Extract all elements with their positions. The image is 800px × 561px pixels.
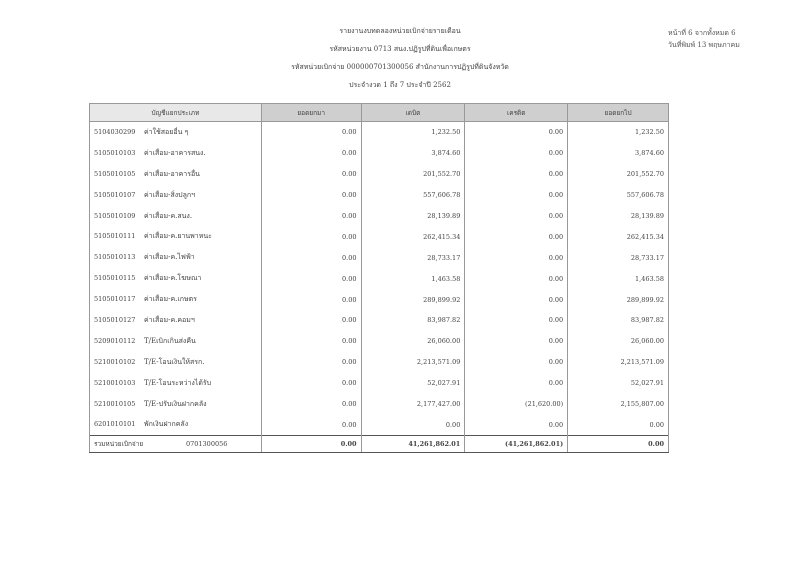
account-cell — [90, 268, 262, 289]
credit-amount: 0.00 — [465, 206, 568, 227]
ending-balance: 1,232.50 — [568, 122, 669, 143]
table-row — [90, 206, 669, 227]
beginning-balance: 0.00 — [261, 122, 361, 143]
account-name: T/E-ปรับเงินฝากคลัง — [144, 399, 207, 408]
beginning-balance: 0.00 — [261, 310, 361, 331]
debit-amount: 26,060.00 — [361, 331, 465, 352]
ending-balance: 2,213,571.09 — [568, 352, 669, 373]
total-beginning: 0.00 — [261, 436, 361, 453]
debit-amount: 557,606.78 — [361, 185, 465, 206]
table-row — [90, 310, 669, 331]
credit-amount: 0.00 — [465, 268, 568, 289]
account-name: ค่าเสื่อม-ค.ไฟฟ้า — [144, 253, 195, 262]
trial-balance-table — [89, 103, 669, 453]
account-cell — [90, 310, 262, 331]
account-cell — [90, 185, 262, 206]
account-name: ค่าเสื่อม-ค.คอมฯ — [144, 315, 195, 324]
table-row — [90, 373, 669, 394]
account-code: 5105010109 — [94, 211, 136, 220]
account-cell — [90, 394, 262, 415]
account-code: 5209010112 — [94, 336, 136, 345]
account-name: T/E-โอนระหว่างได้รับ — [144, 378, 212, 387]
credit-amount: 0.00 — [465, 310, 568, 331]
account-name: ค่าเสื่อม-ค.ยานพาหนะ — [144, 232, 212, 241]
account-code: 5104030299 — [94, 127, 136, 136]
table-row — [90, 331, 669, 352]
table-row — [90, 289, 669, 310]
beginning-balance: 0.00 — [261, 331, 361, 352]
account-code: 5210010105 — [94, 399, 136, 408]
beginning-balance: 0.00 — [261, 143, 361, 164]
ending-balance: 52,027.91 — [568, 373, 669, 394]
account-name: ค่าเสื่อม-ค.เกษตร — [144, 295, 197, 304]
beginning-balance: 0.00 — [261, 164, 361, 185]
table-row — [90, 122, 669, 143]
beginning-balance: 0.00 — [261, 394, 361, 415]
account-code: 6201010101 — [94, 420, 136, 429]
beginning-balance: 0.00 — [261, 268, 361, 289]
credit-amount: 0.00 — [465, 122, 568, 143]
debit-amount: 1,232.50 — [361, 122, 465, 143]
period: ประจำงวด 1 ถึง 7 ประจำปี 2562 — [349, 81, 451, 89]
account-cell — [90, 206, 262, 227]
table-row — [90, 185, 669, 206]
header-credit: เครดิต — [465, 104, 568, 122]
account-code: 5105010105 — [94, 169, 136, 178]
table-row — [90, 164, 669, 185]
total-debit: 41,261,862.01 — [361, 436, 465, 453]
beginning-balance: 0.00 — [261, 352, 361, 373]
table-row — [90, 247, 669, 268]
credit-amount: 0.00 — [465, 414, 568, 435]
credit-amount: 0.00 — [465, 331, 568, 352]
account-cell — [90, 164, 262, 185]
account-cell — [90, 122, 262, 143]
account-name: ค่าเสื่อม-ค.โฆษณา — [144, 274, 202, 283]
table-row — [90, 268, 669, 289]
ending-balance: 289,899.92 — [568, 289, 669, 310]
total-label: รวมหน่วยเบิกจ่าย — [94, 440, 144, 449]
header-debit: เดบิต — [361, 104, 465, 122]
beginning-balance: 0.00 — [261, 373, 361, 394]
total-ending: 0.00 — [568, 436, 669, 453]
debit-amount: 2,177,427.00 — [361, 394, 465, 415]
ending-balance: 0.00 — [568, 414, 669, 435]
page-number: หน้าที่ 6 จากทั้งหมด 6 — [668, 29, 736, 37]
credit-amount: 0.00 — [465, 247, 568, 268]
credit-amount: 0.00 — [465, 185, 568, 206]
account-cell — [90, 414, 262, 435]
beginning-balance: 0.00 — [261, 289, 361, 310]
ending-balance: 83,987.82 — [568, 310, 669, 331]
ending-balance: 26,060.00 — [568, 331, 669, 352]
total-row — [90, 436, 669, 453]
beginning-balance: 0.00 — [261, 414, 361, 435]
credit-amount: 0.00 — [465, 164, 568, 185]
account-cell — [90, 143, 262, 164]
account-code: 5105010127 — [94, 315, 136, 324]
account-cell — [90, 289, 262, 310]
account-code: 5210010102 — [94, 357, 136, 366]
credit-amount: 0.00 — [465, 226, 568, 247]
account-code: 5210010103 — [94, 378, 136, 387]
credit-amount: 0.00 — [465, 143, 568, 164]
account-cell — [90, 373, 262, 394]
account-code: 5105010111 — [94, 232, 136, 241]
account-name: ค่าใช้สอยอื่น ๆ — [144, 127, 189, 136]
account-cell — [90, 226, 262, 247]
account-code: 5105010103 — [94, 148, 136, 157]
credit-amount: (21,620.00) — [465, 394, 568, 415]
debit-amount: 2,213,571.09 — [361, 352, 465, 373]
table-row — [90, 414, 669, 435]
account-name: พักเงินฝากคลัง — [144, 420, 189, 429]
account-name: ค่าเสื่อม-ค.สนง. — [144, 211, 193, 220]
table-row — [90, 226, 669, 247]
report-title: รายงานงบทดลองหน่วยเบิกจ่ายรายเดือน — [339, 27, 461, 35]
account-cell — [90, 352, 262, 373]
debit-amount: 201,552.70 — [361, 164, 465, 185]
beginning-balance: 0.00 — [261, 206, 361, 227]
ending-balance: 1,463.58 — [568, 268, 669, 289]
total-unit-code: 0701300056 — [186, 440, 228, 449]
table-row — [90, 394, 669, 415]
header-beginning: ยอดยกมา — [261, 104, 361, 122]
debit-amount: 52,027.91 — [361, 373, 465, 394]
credit-amount: 0.00 — [465, 352, 568, 373]
debit-amount: 289,899.92 — [361, 289, 465, 310]
debit-amount: 262,415.34 — [361, 226, 465, 247]
account-cell — [90, 331, 262, 352]
total-label-cell — [90, 436, 262, 453]
account-name: ค่าเสื่อม-สิ่งปลูกฯ — [144, 190, 196, 199]
total-credit: (41,261,862.01) — [465, 436, 568, 453]
account-name: ค่าเสื่อม-อาคารสนง. — [144, 148, 206, 157]
account-code: 5105010117 — [94, 295, 136, 304]
print-date: วันที่พิมพ์ 13 พฤษภาคม — [668, 41, 740, 49]
credit-amount: 0.00 — [465, 373, 568, 394]
debit-amount: 1,463.58 — [361, 268, 465, 289]
debit-amount: 3,874.60 — [361, 143, 465, 164]
ending-balance: 557,606.78 — [568, 185, 669, 206]
credit-amount: 0.00 — [465, 289, 568, 310]
table-row — [90, 143, 669, 164]
account-name: ค่าเสื่อม-อาคารอื่น — [144, 169, 200, 178]
header-account: บัญชีแยกประเภท — [90, 104, 262, 122]
ending-balance: 28,733.17 — [568, 247, 669, 268]
ending-balance: 3,874.60 — [568, 143, 669, 164]
account-code: 5105010113 — [94, 253, 136, 262]
debit-amount: 83,987.82 — [361, 310, 465, 331]
account-name: T/Eเบิกเกินส่งคืน — [144, 336, 196, 345]
account-code: 5105010115 — [94, 274, 136, 283]
header-ending: ยอดยกไป — [568, 104, 669, 122]
agency-code: รหัสหน่วยงาน 0713 สนง.ปฏิรูปที่ดินเพื่อเกษตร — [329, 45, 471, 53]
account-cell — [90, 247, 262, 268]
table-row — [90, 352, 669, 373]
ending-balance: 28,139.89 — [568, 206, 669, 227]
beginning-balance: 0.00 — [261, 247, 361, 268]
disbursement-unit: รหัสหน่วยเบิกจ่าย 000000701300056 สำนักงานการปฏิรูปที่ดินจังหวัด — [291, 63, 509, 71]
ending-balance: 262,415.34 — [568, 226, 669, 247]
beginning-balance: 0.00 — [261, 226, 361, 247]
debit-amount: 0.00 — [361, 414, 465, 435]
ending-balance: 201,552.70 — [568, 164, 669, 185]
debit-amount: 28,733.17 — [361, 247, 465, 268]
debit-amount: 28,139.89 — [361, 206, 465, 227]
account-name: T/E-โอนเงินให้สรก. — [144, 357, 205, 366]
table-header-row — [90, 104, 669, 122]
account-code: 5105010107 — [94, 190, 136, 199]
ending-balance: 2,155,807.00 — [568, 394, 669, 415]
beginning-balance: 0.00 — [261, 185, 361, 206]
